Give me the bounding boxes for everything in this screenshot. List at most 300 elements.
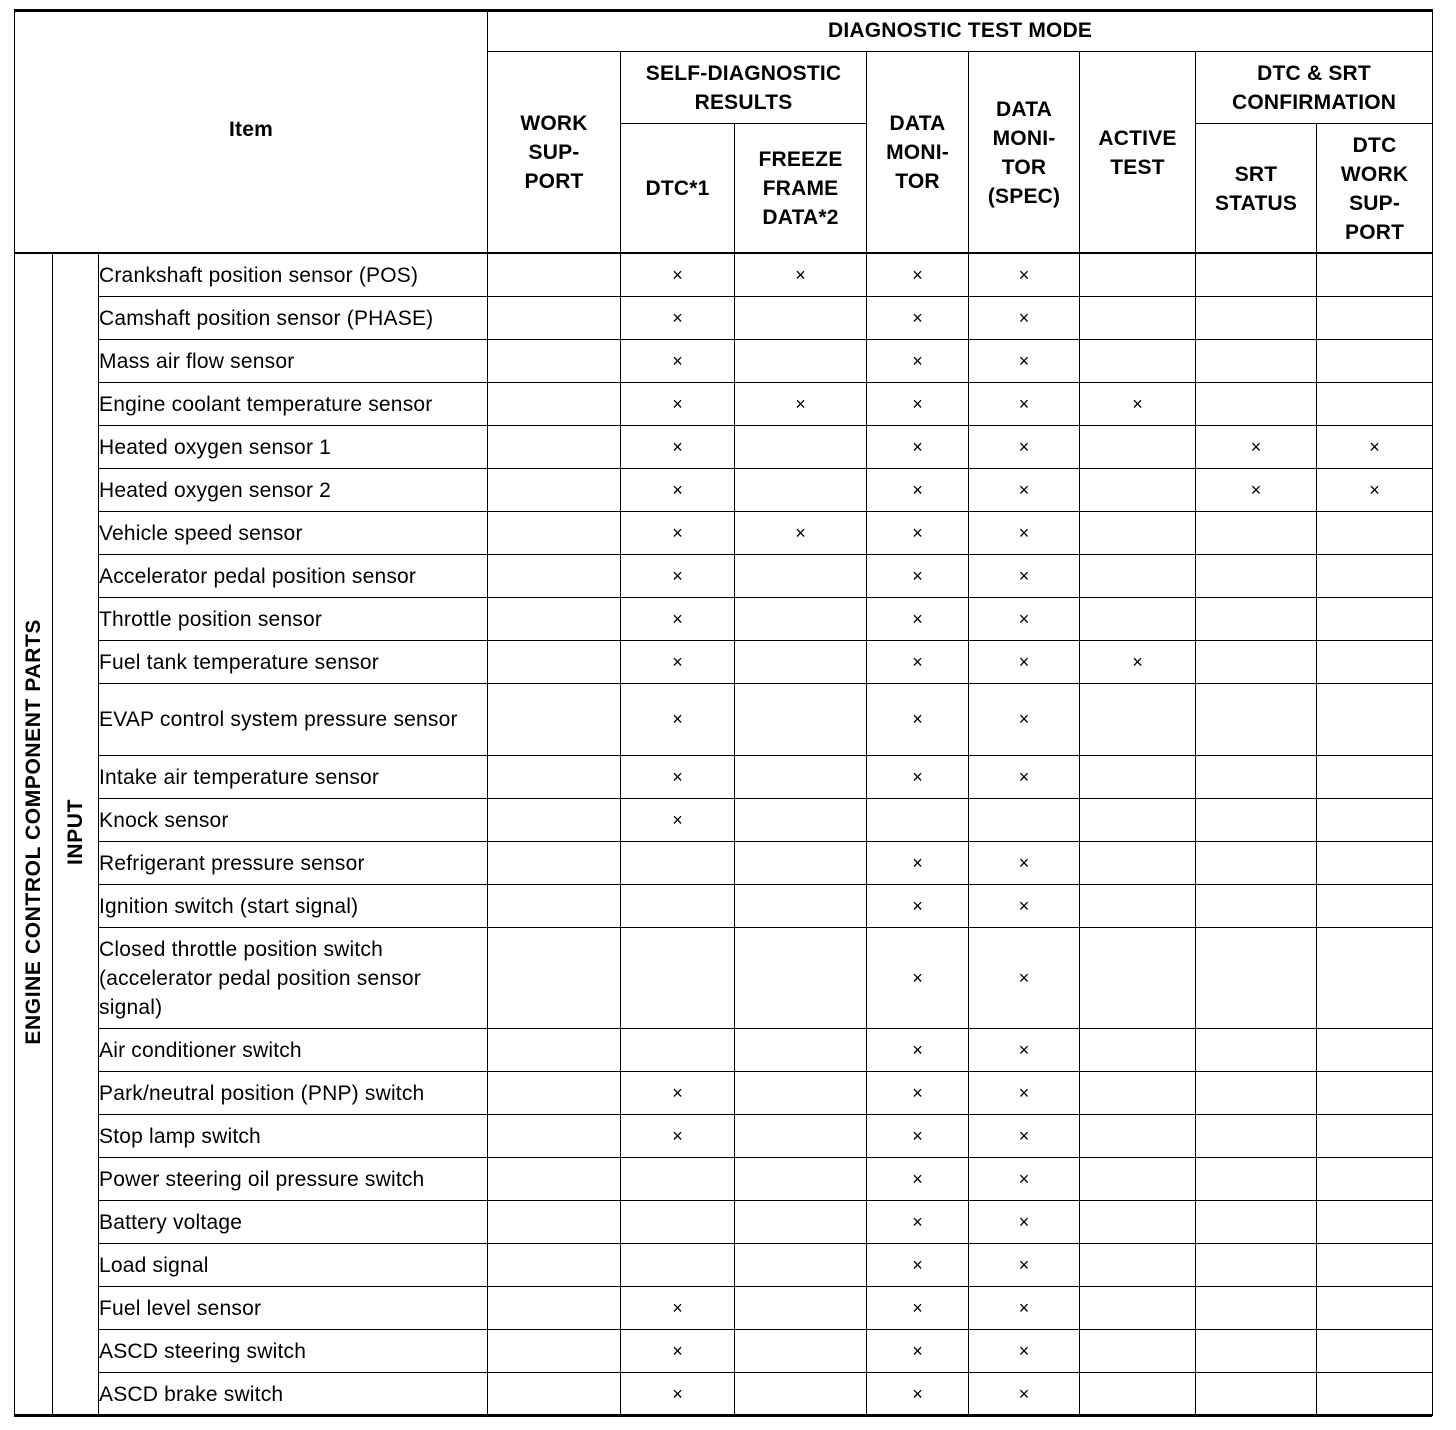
table-body bbox=[15, 254, 1433, 1416]
mark-cell-active bbox=[1080, 598, 1196, 641]
mark-cell-active bbox=[1080, 1201, 1196, 1244]
mark-cell-dtcwork bbox=[1317, 426, 1433, 469]
mark-cell-dtcwork bbox=[1317, 254, 1433, 297]
mark-cell-dtcwork bbox=[1317, 1244, 1433, 1287]
mark-cell-freeze bbox=[735, 1158, 867, 1201]
x-mark: × bbox=[672, 651, 683, 672]
mark-cell-dtc bbox=[621, 1330, 735, 1373]
x-mark: × bbox=[912, 1039, 923, 1060]
mark-cell-dtcwork bbox=[1317, 598, 1433, 641]
mark-cell-monitor bbox=[867, 555, 969, 598]
table-row bbox=[15, 598, 1433, 641]
x-mark: × bbox=[672, 479, 683, 500]
mark-cell-work bbox=[488, 928, 621, 1029]
mark-cell-work bbox=[488, 1072, 621, 1115]
mark-cell-srt bbox=[1196, 1244, 1317, 1287]
mark-cell-spec bbox=[969, 756, 1080, 799]
item-name: Heated oxygen sensor 1 bbox=[99, 426, 488, 469]
mark-cell-active bbox=[1080, 1244, 1196, 1287]
mark-cell-dtcwork bbox=[1317, 469, 1433, 512]
item-name: Fuel tank temperature sensor bbox=[99, 641, 488, 684]
mark-cell-monitor bbox=[867, 1115, 969, 1158]
x-mark: × bbox=[1018, 307, 1030, 328]
mark-cell-freeze bbox=[735, 1330, 867, 1373]
table-row bbox=[15, 1244, 1433, 1287]
item-name: Closed throttle position switch (accelerator pedal position sensor signal) bbox=[99, 928, 488, 1029]
x-mark: × bbox=[1018, 1254, 1030, 1275]
x-mark: × bbox=[912, 565, 923, 586]
mark-cell-spec bbox=[969, 684, 1080, 756]
mark-cell-spec bbox=[969, 641, 1080, 684]
x-mark: × bbox=[1018, 608, 1030, 629]
x-mark: × bbox=[912, 1297, 923, 1318]
table-row bbox=[15, 383, 1433, 426]
x-mark: × bbox=[912, 1211, 923, 1232]
mark-cell-dtcwork bbox=[1317, 928, 1433, 1029]
mark-cell-spec bbox=[969, 1244, 1080, 1287]
mark-cell-dtcwork bbox=[1317, 885, 1433, 928]
mark-cell-freeze bbox=[735, 469, 867, 512]
item-name: Knock sensor bbox=[99, 799, 488, 842]
x-mark: × bbox=[1018, 1039, 1030, 1060]
mark-cell-active bbox=[1080, 340, 1196, 383]
mark-cell-spec bbox=[969, 469, 1080, 512]
mark-cell-monitor bbox=[867, 756, 969, 799]
mark-cell-monitor bbox=[867, 1373, 969, 1416]
self-diagnostic-results-header: SELF-DIAGNOSTIC RESULTS bbox=[621, 52, 867, 124]
mark-cell-spec bbox=[969, 1072, 1080, 1115]
table-row bbox=[15, 1115, 1433, 1158]
item-header: Item bbox=[15, 10, 488, 254]
table-row bbox=[15, 756, 1433, 799]
x-mark: × bbox=[912, 1383, 923, 1404]
mark-cell-dtc bbox=[621, 1072, 735, 1115]
x-mark: × bbox=[912, 1125, 923, 1146]
x-mark: × bbox=[912, 393, 923, 414]
mark-cell-srt bbox=[1196, 598, 1317, 641]
x-mark: × bbox=[672, 522, 683, 543]
mark-cell-freeze bbox=[735, 383, 867, 426]
table-row bbox=[15, 641, 1433, 684]
table-row bbox=[15, 297, 1433, 340]
mark-cell-srt bbox=[1196, 383, 1317, 426]
item-name: Air conditioner switch bbox=[99, 1029, 488, 1072]
x-mark: × bbox=[1018, 1082, 1030, 1103]
mark-cell-srt bbox=[1196, 641, 1317, 684]
mark-cell-active bbox=[1080, 641, 1196, 684]
mark-cell-freeze bbox=[735, 1244, 867, 1287]
mark-cell-spec bbox=[969, 426, 1080, 469]
mark-cell-freeze bbox=[735, 756, 867, 799]
item-name: Refrigerant pressure sensor bbox=[99, 842, 488, 885]
mark-cell-dtc bbox=[621, 1029, 735, 1072]
data-monitor-header: DATA MONI- TOR bbox=[867, 52, 969, 254]
table-row bbox=[15, 254, 1433, 297]
x-mark: × bbox=[1018, 1211, 1030, 1232]
item-name: Camshaft position sensor (PHASE) bbox=[99, 297, 488, 340]
item-name: EVAP control system pressure sensor bbox=[99, 684, 488, 756]
mark-cell-spec bbox=[969, 1373, 1080, 1416]
mark-cell-work bbox=[488, 598, 621, 641]
mark-cell-dtc bbox=[621, 799, 735, 842]
mark-cell-srt bbox=[1196, 340, 1317, 383]
mark-cell-work bbox=[488, 469, 621, 512]
mark-cell-dtc bbox=[621, 469, 735, 512]
mark-cell-dtcwork bbox=[1317, 684, 1433, 756]
mark-cell-dtc bbox=[621, 340, 735, 383]
x-mark: × bbox=[1018, 766, 1030, 787]
x-mark: × bbox=[672, 766, 683, 787]
mark-cell-work bbox=[488, 1029, 621, 1072]
mark-cell-dtc bbox=[621, 641, 735, 684]
item-name: Accelerator pedal position sensor bbox=[99, 555, 488, 598]
mark-cell-active bbox=[1080, 469, 1196, 512]
table-row bbox=[15, 885, 1433, 928]
mark-cell-work bbox=[488, 885, 621, 928]
mark-cell-work bbox=[488, 340, 621, 383]
mark-cell-dtcwork bbox=[1317, 297, 1433, 340]
mark-cell-work bbox=[488, 842, 621, 885]
mark-cell-monitor bbox=[867, 383, 969, 426]
mark-cell-dtc bbox=[621, 1287, 735, 1330]
x-mark: × bbox=[672, 1383, 683, 1404]
mark-cell-spec bbox=[969, 340, 1080, 383]
mark-cell-spec bbox=[969, 512, 1080, 555]
mark-cell-work bbox=[488, 1115, 621, 1158]
x-mark: × bbox=[672, 393, 683, 414]
mark-cell-srt bbox=[1196, 1158, 1317, 1201]
item-name: Intake air temperature sensor bbox=[99, 756, 488, 799]
mark-cell-srt bbox=[1196, 842, 1317, 885]
mark-cell-dtc bbox=[621, 1115, 735, 1158]
mark-cell-dtcwork bbox=[1317, 1287, 1433, 1330]
mark-cell-dtc bbox=[621, 1373, 735, 1416]
mark-cell-monitor bbox=[867, 340, 969, 383]
x-mark: × bbox=[912, 967, 923, 988]
mark-cell-active bbox=[1080, 426, 1196, 469]
mark-cell-active bbox=[1080, 1115, 1196, 1158]
mark-cell-active bbox=[1080, 756, 1196, 799]
item-name: ASCD brake switch bbox=[99, 1373, 488, 1416]
table-row bbox=[15, 469, 1433, 512]
x-mark: × bbox=[672, 1125, 683, 1146]
mark-cell-monitor bbox=[867, 426, 969, 469]
mark-cell-active bbox=[1080, 512, 1196, 555]
mark-cell-spec bbox=[969, 555, 1080, 598]
mark-cell-dtc bbox=[621, 842, 735, 885]
mark-cell-spec bbox=[969, 1115, 1080, 1158]
x-mark: × bbox=[672, 608, 683, 629]
x-mark: × bbox=[912, 307, 923, 328]
group-label-input: INPUT bbox=[53, 254, 99, 1416]
mark-cell-dtcwork bbox=[1317, 842, 1433, 885]
mark-cell-active bbox=[1080, 1072, 1196, 1115]
mark-cell-freeze bbox=[735, 684, 867, 756]
mark-cell-active bbox=[1080, 1287, 1196, 1330]
table-row bbox=[15, 426, 1433, 469]
mark-cell-freeze bbox=[735, 598, 867, 641]
item-name: Ignition switch (start signal) bbox=[99, 885, 488, 928]
mark-cell-dtcwork bbox=[1317, 383, 1433, 426]
mark-cell-spec bbox=[969, 1330, 1080, 1373]
x-mark: × bbox=[1018, 967, 1030, 988]
header-divider-rule bbox=[14, 252, 1432, 254]
item-name: Power steering oil pressure switch bbox=[99, 1158, 488, 1201]
item-name: ASCD steering switch bbox=[99, 1330, 488, 1373]
mark-cell-srt bbox=[1196, 254, 1317, 297]
mark-cell-srt bbox=[1196, 555, 1317, 598]
mark-cell-monitor bbox=[867, 799, 969, 842]
x-mark: × bbox=[795, 393, 806, 414]
mark-cell-work bbox=[488, 297, 621, 340]
table-row bbox=[15, 1029, 1433, 1072]
mark-cell-active bbox=[1080, 928, 1196, 1029]
item-name: Mass air flow sensor bbox=[99, 340, 488, 383]
mark-cell-spec bbox=[969, 885, 1080, 928]
x-mark: × bbox=[912, 1082, 923, 1103]
mark-cell-dtcwork bbox=[1317, 641, 1433, 684]
x-mark: × bbox=[912, 479, 923, 500]
x-mark: × bbox=[1018, 1340, 1030, 1361]
mark-cell-dtcwork bbox=[1317, 340, 1433, 383]
mark-cell-dtcwork bbox=[1317, 799, 1433, 842]
table-row bbox=[15, 842, 1433, 885]
item-name: Battery voltage bbox=[99, 1201, 488, 1244]
mark-cell-freeze bbox=[735, 1287, 867, 1330]
mark-cell-srt bbox=[1196, 1330, 1317, 1373]
mark-cell-spec bbox=[969, 928, 1080, 1029]
mark-cell-dtc bbox=[621, 555, 735, 598]
x-mark: × bbox=[912, 522, 923, 543]
mark-cell-srt bbox=[1196, 1115, 1317, 1158]
mark-cell-spec bbox=[969, 1287, 1080, 1330]
mark-cell-srt bbox=[1196, 426, 1317, 469]
mark-cell-monitor bbox=[867, 1330, 969, 1373]
mark-cell-monitor bbox=[867, 842, 969, 885]
mark-cell-freeze bbox=[735, 297, 867, 340]
mark-cell-active bbox=[1080, 297, 1196, 340]
x-mark: × bbox=[1018, 522, 1030, 543]
mark-cell-work bbox=[488, 1201, 621, 1244]
item-name: Stop lamp switch bbox=[99, 1115, 488, 1158]
x-mark: × bbox=[912, 766, 923, 787]
x-mark: × bbox=[912, 350, 923, 371]
x-mark: × bbox=[672, 307, 683, 328]
group-label-engine-control-component-parts: ENGINE CONTROL COMPONENT PARTS bbox=[15, 254, 53, 1416]
table-row bbox=[15, 1287, 1433, 1330]
mark-cell-srt bbox=[1196, 297, 1317, 340]
mark-cell-srt bbox=[1196, 799, 1317, 842]
mark-cell-monitor bbox=[867, 598, 969, 641]
mark-cell-dtc bbox=[621, 383, 735, 426]
item-name: Engine coolant temperature sensor bbox=[99, 383, 488, 426]
x-mark: × bbox=[1018, 1125, 1030, 1146]
mark-cell-freeze bbox=[735, 1115, 867, 1158]
x-mark: × bbox=[912, 651, 923, 672]
mark-cell-dtcwork bbox=[1317, 555, 1433, 598]
x-mark: × bbox=[1369, 436, 1380, 457]
x-mark: × bbox=[672, 1297, 683, 1318]
mark-cell-dtc bbox=[621, 297, 735, 340]
x-mark: × bbox=[1018, 350, 1030, 371]
mark-cell-spec bbox=[969, 842, 1080, 885]
mark-cell-monitor bbox=[867, 1158, 969, 1201]
x-mark: × bbox=[912, 709, 923, 729]
mark-cell-dtc bbox=[621, 254, 735, 297]
diagnostic-test-mode-header: DIAGNOSTIC TEST MODE bbox=[488, 10, 1433, 52]
mark-cell-dtcwork bbox=[1317, 1072, 1433, 1115]
table-row bbox=[15, 1158, 1433, 1201]
mark-cell-dtcwork bbox=[1317, 1201, 1433, 1244]
x-mark: × bbox=[672, 809, 683, 830]
mark-cell-monitor bbox=[867, 469, 969, 512]
mark-cell-active bbox=[1080, 799, 1196, 842]
item-name: Heated oxygen sensor 2 bbox=[99, 469, 488, 512]
x-mark: × bbox=[912, 264, 923, 285]
x-mark: × bbox=[1018, 651, 1030, 672]
x-mark: × bbox=[1018, 1383, 1030, 1404]
mark-cell-dtc bbox=[621, 1244, 735, 1287]
mark-cell-active bbox=[1080, 555, 1196, 598]
mark-cell-dtc bbox=[621, 426, 735, 469]
mark-cell-spec bbox=[969, 1158, 1080, 1201]
mark-cell-dtc bbox=[621, 684, 735, 756]
mark-cell-dtc bbox=[621, 885, 735, 928]
mark-cell-srt bbox=[1196, 1072, 1317, 1115]
mark-cell-work bbox=[488, 512, 621, 555]
mark-cell-srt bbox=[1196, 469, 1317, 512]
mark-cell-spec bbox=[969, 799, 1080, 842]
mark-cell-work bbox=[488, 684, 621, 756]
x-mark: × bbox=[672, 1082, 683, 1103]
mark-cell-active bbox=[1080, 383, 1196, 426]
mark-cell-dtcwork bbox=[1317, 1029, 1433, 1072]
mark-cell-dtc bbox=[621, 1158, 735, 1201]
mark-cell-dtc bbox=[621, 598, 735, 641]
freeze-frame-data-header: FREEZE FRAME DATA*2 bbox=[735, 124, 867, 254]
top-rule bbox=[14, 9, 1432, 12]
dtc-header: DTC*1 bbox=[621, 124, 735, 254]
x-mark: × bbox=[1018, 479, 1030, 500]
mark-cell-spec bbox=[969, 254, 1080, 297]
mark-cell-work bbox=[488, 1158, 621, 1201]
x-mark: × bbox=[672, 565, 683, 586]
x-mark: × bbox=[1018, 709, 1030, 729]
mark-cell-work bbox=[488, 555, 621, 598]
mark-cell-active bbox=[1080, 1158, 1196, 1201]
mark-cell-dtc bbox=[621, 1201, 735, 1244]
mark-cell-monitor bbox=[867, 1201, 969, 1244]
mark-cell-freeze bbox=[735, 1072, 867, 1115]
item-name: Crankshaft position sensor (POS) bbox=[99, 254, 488, 297]
mark-cell-active bbox=[1080, 1373, 1196, 1416]
mark-cell-monitor bbox=[867, 1244, 969, 1287]
mark-cell-freeze bbox=[735, 885, 867, 928]
mark-cell-active bbox=[1080, 1029, 1196, 1072]
mark-cell-dtcwork bbox=[1317, 756, 1433, 799]
table-row bbox=[15, 1330, 1433, 1373]
x-mark: × bbox=[1250, 479, 1262, 500]
x-mark: × bbox=[912, 1168, 923, 1189]
mark-cell-work bbox=[488, 1244, 621, 1287]
mark-cell-srt bbox=[1196, 684, 1317, 756]
dtc-srt-confirmation-header: DTC & SRT CONFIRMATION bbox=[1196, 52, 1433, 124]
mark-cell-dtcwork bbox=[1317, 512, 1433, 555]
mark-cell-dtcwork bbox=[1317, 1158, 1433, 1201]
mark-cell-dtcwork bbox=[1317, 1373, 1433, 1416]
active-test-header: ACTIVE TEST bbox=[1080, 52, 1196, 254]
mark-cell-work bbox=[488, 254, 621, 297]
x-mark: × bbox=[672, 436, 683, 457]
x-mark: × bbox=[912, 852, 923, 873]
mark-cell-monitor bbox=[867, 297, 969, 340]
x-mark: × bbox=[1018, 895, 1030, 916]
dtc-work-support-header: DTC WORK SUP- PORT bbox=[1317, 124, 1433, 254]
mark-cell-freeze bbox=[735, 555, 867, 598]
mark-cell-active bbox=[1080, 842, 1196, 885]
mark-cell-work bbox=[488, 426, 621, 469]
x-mark: × bbox=[1132, 651, 1143, 672]
mark-cell-monitor bbox=[867, 512, 969, 555]
x-mark: × bbox=[1018, 565, 1030, 586]
x-mark: × bbox=[912, 1340, 923, 1361]
mark-cell-monitor bbox=[867, 1072, 969, 1115]
table-row bbox=[15, 1072, 1433, 1115]
item-name: Vehicle speed sensor bbox=[99, 512, 488, 555]
mark-cell-dtcwork bbox=[1317, 1330, 1433, 1373]
mark-cell-dtc bbox=[621, 512, 735, 555]
x-mark: × bbox=[672, 350, 683, 371]
mark-cell-active bbox=[1080, 885, 1196, 928]
table-row bbox=[15, 555, 1433, 598]
mark-cell-srt bbox=[1196, 1201, 1317, 1244]
bottom-rule bbox=[14, 1414, 1432, 1417]
mark-cell-monitor bbox=[867, 885, 969, 928]
mark-cell-dtcwork bbox=[1317, 1115, 1433, 1158]
mark-cell-freeze bbox=[735, 799, 867, 842]
table-row bbox=[15, 928, 1433, 1029]
table-row bbox=[15, 340, 1433, 383]
mark-cell-srt bbox=[1196, 1287, 1317, 1330]
x-mark: × bbox=[1018, 852, 1030, 873]
table-row bbox=[15, 1373, 1433, 1416]
mark-cell-srt bbox=[1196, 512, 1317, 555]
x-mark: × bbox=[1369, 479, 1380, 500]
mark-cell-srt bbox=[1196, 885, 1317, 928]
mark-cell-spec bbox=[969, 383, 1080, 426]
diagnostic-mode-table bbox=[14, 9, 1433, 1416]
mark-cell-monitor bbox=[867, 1287, 969, 1330]
work-support-header: WORK SUP- PORT bbox=[488, 52, 621, 254]
x-mark: × bbox=[1018, 1168, 1030, 1189]
mark-cell-monitor bbox=[867, 928, 969, 1029]
mark-cell-spec bbox=[969, 598, 1080, 641]
x-mark: × bbox=[1018, 436, 1030, 457]
table-row bbox=[15, 799, 1433, 842]
mark-cell-monitor bbox=[867, 254, 969, 297]
item-name: Throttle position sensor bbox=[99, 598, 488, 641]
item-name: Fuel level sensor bbox=[99, 1287, 488, 1330]
data-monitor-spec-header: DATA MONI- TOR (SPEC) bbox=[969, 52, 1080, 254]
mark-cell-freeze bbox=[735, 641, 867, 684]
x-mark: × bbox=[912, 436, 923, 457]
x-mark: × bbox=[912, 895, 923, 916]
mark-cell-spec bbox=[969, 1029, 1080, 1072]
mark-cell-work bbox=[488, 383, 621, 426]
mark-cell-freeze bbox=[735, 842, 867, 885]
mark-cell-freeze bbox=[735, 426, 867, 469]
mark-cell-work bbox=[488, 1373, 621, 1416]
